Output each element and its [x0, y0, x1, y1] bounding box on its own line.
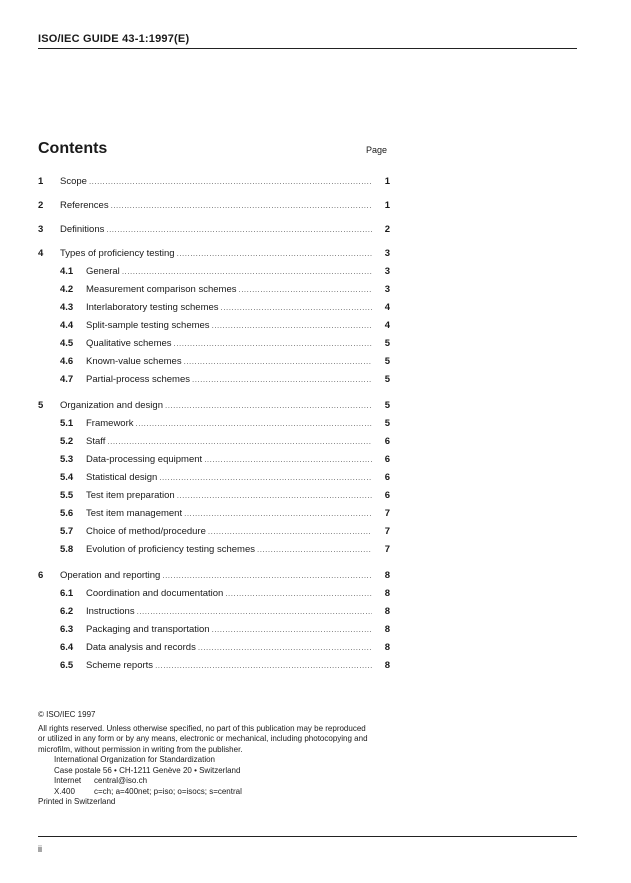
- toc-entry[interactable]: [38, 370, 390, 388]
- toc-entry-page: 8: [384, 623, 390, 635]
- toc-leader-dots: [107, 437, 372, 446]
- toc-entry-title: Scheme reports: [86, 659, 154, 671]
- toc-entry[interactable]: [38, 280, 390, 298]
- toc-spacer: [38, 558, 390, 566]
- toc-entry[interactable]: [38, 540, 390, 558]
- toc-leader-dots: [155, 661, 372, 670]
- toc-leader-dots: [162, 571, 372, 580]
- toc-entry-number: 6.1: [60, 587, 74, 599]
- toc-entry-number: 5.5: [60, 489, 74, 501]
- toc-entry-page: 1: [384, 199, 390, 211]
- internet-contact: [38, 776, 398, 787]
- toc-leader-dots: [184, 509, 372, 518]
- toc-entry-title: Qualitative schemes: [86, 337, 172, 349]
- toc-entry-page: 3: [384, 247, 390, 259]
- toc-entry-number: 4.3: [60, 301, 74, 313]
- rights-line: All rights reserved. Unless otherwise specified, no part of this publication may be reproduced: [38, 723, 366, 733]
- toc-entry-title: Test item management: [86, 507, 183, 519]
- toc-entry-page: 5: [384, 337, 390, 349]
- contents-title: Contents: [38, 140, 108, 157]
- toc-entry-page: 5: [384, 399, 390, 411]
- toc-entry-number: 5.8: [60, 543, 74, 555]
- footer-rule: [38, 836, 577, 837]
- toc-entry[interactable]: [38, 172, 390, 190]
- toc-entry-number: 4.5: [60, 337, 74, 349]
- toc-leader-dots: [106, 225, 372, 234]
- rights-line: microfilm, without permission in writing from the publisher.: [38, 744, 243, 754]
- internet-label: Internet: [54, 776, 82, 785]
- toc-entry-page: 8: [384, 569, 390, 581]
- toc-leader-dots: [198, 643, 372, 652]
- toc-entry-title: Coordination and documentation: [86, 587, 224, 599]
- toc-entry[interactable]: [38, 414, 390, 432]
- toc-entry-number: 4.7: [60, 373, 74, 385]
- toc-entry-number: 6.3: [60, 623, 74, 635]
- toc-entry-title: Instructions: [86, 605, 135, 617]
- toc-entry[interactable]: [38, 334, 390, 352]
- toc-entry-page: 8: [384, 587, 390, 599]
- toc-entry-number: 4.6: [60, 355, 74, 367]
- toc-entry-title: Statistical design: [86, 471, 158, 483]
- toc-leader-dots: [137, 607, 372, 616]
- toc-entry-page: 5: [384, 373, 390, 385]
- toc-entry-page: 8: [384, 641, 390, 653]
- toc-entry-page: 8: [384, 605, 390, 617]
- toc-entry-title: Measurement comparison schemes: [86, 283, 237, 295]
- toc-entry-title: Partial-process schemes: [86, 373, 191, 385]
- toc-entry-number: 4.1: [60, 265, 74, 277]
- toc-entry-page: 6: [384, 435, 390, 447]
- toc-entry-number: 6: [38, 569, 44, 581]
- toc-entry-number: 4: [38, 247, 44, 259]
- toc-entry-number: 3: [38, 223, 44, 235]
- toc-leader-dots: [136, 419, 372, 428]
- toc-entry-number: 1: [38, 175, 44, 187]
- toc-entry-number: 5: [38, 399, 44, 411]
- toc-entry-page: 6: [384, 471, 390, 483]
- toc-leader-dots: [212, 625, 372, 634]
- toc-entry-page: 4: [384, 319, 390, 331]
- x400-value: c=ch; a=400net; p=iso; o=isocs; s=central: [94, 786, 242, 796]
- toc-entry-number: 5.1: [60, 417, 74, 429]
- toc-entry[interactable]: [38, 620, 390, 638]
- toc-entry-number: 5.7: [60, 525, 74, 537]
- toc-entry[interactable]: [38, 584, 390, 602]
- toc-entry-page: 3: [384, 265, 390, 277]
- toc-leader-dots: [159, 473, 372, 482]
- toc-entry-title: General: [86, 265, 120, 277]
- toc-entry[interactable]: [38, 298, 390, 316]
- x400-label: X.400: [54, 786, 75, 796]
- toc-entry-page: 6: [384, 453, 390, 465]
- toc-entry-page: 8: [384, 659, 390, 671]
- toc-entry[interactable]: [38, 566, 390, 584]
- toc-entry-title: Data analysis and records: [86, 641, 196, 653]
- toc-entry[interactable]: [38, 450, 390, 468]
- toc-entry-page: 5: [384, 355, 390, 367]
- toc-leader-dots: [122, 267, 372, 276]
- toc-entry-title: Scope: [60, 175, 87, 187]
- toc-entry[interactable]: [38, 504, 390, 522]
- toc-entry-number: 5.6: [60, 507, 74, 519]
- toc-entry[interactable]: [38, 196, 390, 214]
- toc-entry[interactable]: [38, 602, 390, 620]
- footer-page-number: ii: [38, 844, 42, 854]
- toc-leader-dots: [111, 201, 372, 210]
- toc-entry[interactable]: [38, 656, 390, 674]
- toc-entry-page: 7: [384, 507, 390, 519]
- toc-entry-title: Packaging and transportation: [86, 623, 210, 635]
- header-rule: [38, 48, 577, 49]
- toc-entry-page: 4: [384, 301, 390, 313]
- x400-contact: [38, 787, 398, 798]
- toc-entry-page: 6: [384, 489, 390, 501]
- toc-entry[interactable]: [38, 468, 390, 486]
- toc-entry-title: Operation and reporting: [60, 569, 161, 581]
- toc-leader-dots: [238, 285, 372, 294]
- copyright-block: [38, 710, 398, 808]
- toc-entry-title: Data-processing equipment: [86, 453, 203, 465]
- toc-entry[interactable]: [38, 316, 390, 334]
- toc-leader-dots: [212, 321, 372, 330]
- page-column-label: Page: [366, 145, 388, 155]
- toc-leader-dots: [174, 339, 372, 348]
- rights-line: or utilized in any form or by any means, electronic or mechanical, including photocopying and: [38, 734, 368, 743]
- toc-entry-number: 4.2: [60, 283, 74, 295]
- toc-entry-number: 5.4: [60, 471, 74, 483]
- toc-leader-dots: [89, 177, 372, 186]
- toc-entry-number: 5.2: [60, 435, 74, 447]
- toc-entry[interactable]: [38, 352, 390, 370]
- org-address: Case postale 56 • CH-1211 Genève 20 • Switzerland: [54, 765, 241, 775]
- toc-entry-number: 4.4: [60, 319, 74, 331]
- toc-leader-dots: [208, 527, 372, 536]
- toc-entry[interactable]: [38, 396, 390, 414]
- toc-entry-title: Choice of method/procedure: [86, 525, 206, 537]
- toc-entry-title: Split-sample testing schemes: [86, 319, 210, 331]
- toc-entry-title: Definitions: [60, 223, 105, 235]
- toc-entry-page: 1: [384, 175, 390, 187]
- printed-in: Printed in Switzerland: [38, 797, 116, 806]
- toc-entry-title: Types of proficiency testing: [60, 247, 175, 259]
- toc-entry-title: Framework: [86, 417, 134, 429]
- toc-entry-page: 5: [384, 417, 390, 429]
- toc-entry-title: Known-value schemes: [86, 355, 182, 367]
- toc-leader-dots: [184, 357, 372, 366]
- toc-entry-page: 7: [384, 525, 390, 537]
- toc-entry[interactable]: [38, 244, 390, 262]
- toc-entry[interactable]: [38, 432, 390, 450]
- toc-entry-title: Organization and design: [60, 399, 163, 411]
- toc-entry[interactable]: [38, 522, 390, 540]
- toc-entry-title: Test item preparation: [86, 489, 175, 501]
- toc-entry[interactable]: [38, 486, 390, 504]
- toc-leader-dots: [257, 545, 372, 554]
- toc-entry-number: 6.4: [60, 641, 74, 653]
- toc-leader-dots: [221, 303, 372, 312]
- toc-entry-title: Evolution of proficiency testing schemes: [86, 543, 255, 555]
- toc-entry-number: 6.5: [60, 659, 74, 671]
- toc-entry[interactable]: [38, 262, 390, 280]
- toc-entry-title: Interlaboratory testing schemes: [86, 301, 219, 313]
- toc-spacer: [38, 388, 390, 396]
- toc-entry-number: 6.2: [60, 605, 74, 617]
- toc-entry[interactable]: [38, 638, 390, 656]
- toc-leader-dots: [204, 455, 372, 464]
- toc-entry-number: 5.3: [60, 453, 74, 465]
- toc-entry-title: References: [60, 199, 109, 211]
- toc-entry-page: 7: [384, 543, 390, 555]
- toc-leader-dots: [192, 375, 372, 384]
- toc-leader-dots: [177, 491, 372, 500]
- toc-entry-page: 3: [384, 283, 390, 295]
- toc-leader-dots: [225, 589, 372, 598]
- toc-leader-dots: [165, 401, 372, 410]
- toc-entry-number: 2: [38, 199, 44, 211]
- document-id-header: ISO/IEC GUIDE 43-1:1997(E): [38, 33, 190, 45]
- toc-entry-page: 2: [384, 223, 390, 235]
- toc-entry[interactable]: [38, 220, 390, 238]
- copyright-notice: © ISO/IEC 1997: [38, 710, 96, 719]
- table-of-contents: [38, 172, 390, 674]
- org-name: International Organization for Standardization: [54, 755, 215, 764]
- internet-value: central@iso.ch: [94, 776, 148, 785]
- toc-entry-title: Staff: [86, 435, 106, 447]
- toc-leader-dots: [177, 249, 372, 258]
